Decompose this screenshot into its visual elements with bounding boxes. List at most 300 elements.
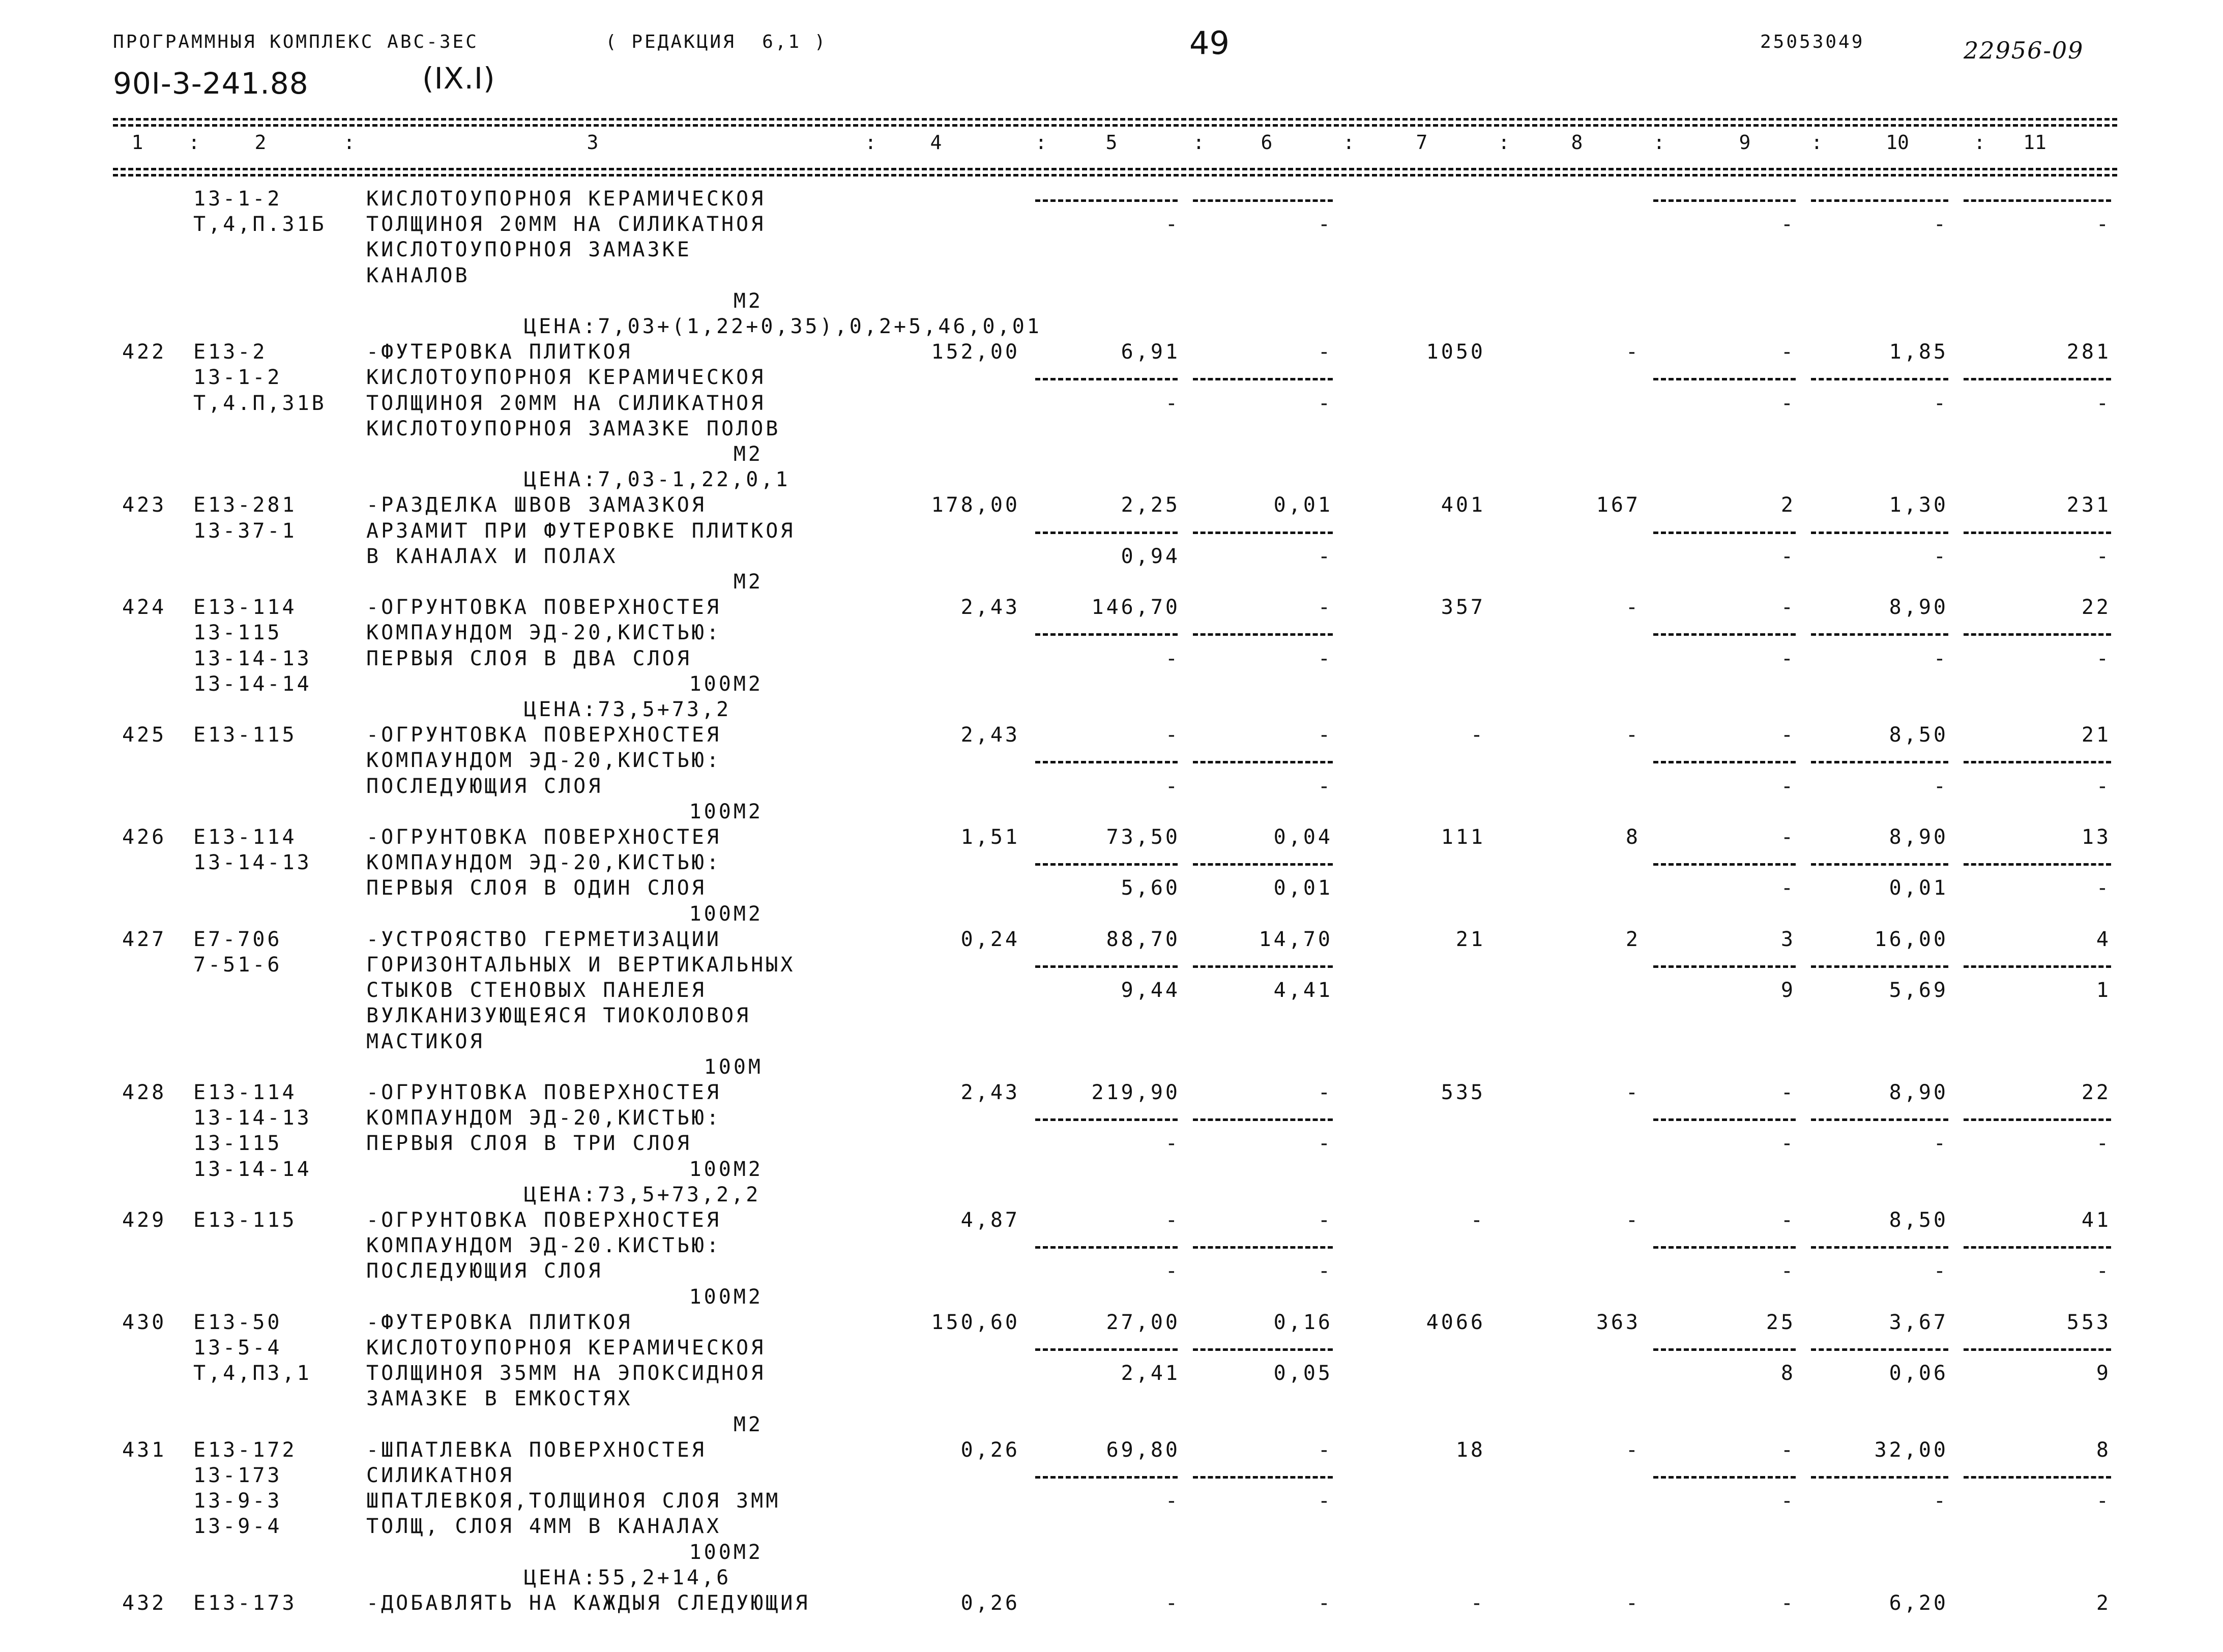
cell-c2: 13-1-2 — [193, 366, 282, 390]
cell-c6: - — [1318, 1208, 1333, 1232]
unit-label: М2 — [733, 1412, 763, 1436]
unit-label: М2 — [733, 289, 763, 313]
subtotal-dash-c6 — [1193, 378, 1333, 380]
cell-c2: 13-5-4 — [193, 1336, 282, 1360]
cell-c9: - — [1780, 213, 1796, 237]
subtotal-dash-c11 — [1964, 1118, 2111, 1121]
cell-c3: КИСЛОТОУПОРНОЯ ЗАМАЗКЕ ПОЛОВ — [366, 417, 781, 440]
cell-c5: 88,70 — [1106, 927, 1180, 951]
cell-c1: 429 — [122, 1208, 167, 1232]
cell-c4: 152,00 — [931, 340, 1020, 364]
unit-label: 100М2 — [689, 902, 763, 926]
cell-c3: -РАЗДЕЛКА ШВОВ ЗАМАЗКОЯ — [366, 493, 707, 517]
subtotal-dash-c11 — [1964, 1476, 2111, 1479]
unit-label: М2 — [733, 442, 763, 466]
subtotal-dash-c5 — [1035, 863, 1178, 866]
cell-c5: - — [1165, 391, 1180, 415]
cell-c11: 2 — [2096, 1591, 2111, 1615]
cell-c2: 13-14-13 — [193, 851, 312, 875]
cell-c6: - — [1318, 596, 1333, 620]
cell-c10: 8,90 — [1889, 596, 1948, 620]
cell-c10: - — [1933, 774, 1948, 798]
subtotal-dash-c6 — [1193, 532, 1333, 534]
cell-c6: - — [1318, 340, 1333, 364]
cell-c9: 25 — [1766, 1310, 1796, 1334]
price-formula: ЦЕНА:73,5+73,2 — [524, 698, 732, 721]
column-header-1: 1 — [131, 131, 143, 154]
subtotal-dash-c10 — [1811, 378, 1948, 380]
cell-c3: КОМПАУНДОМ ЭД-20,КИСТЬЮ: — [366, 1106, 721, 1130]
cell-c2: Т,4,П.31Б — [193, 213, 327, 237]
cell-c4: 0,26 — [960, 1591, 1020, 1615]
cell-c2: Е13-114 — [193, 1081, 297, 1104]
subtotal-dash-c6 — [1193, 633, 1333, 636]
cell-c2: 13-173 — [193, 1464, 282, 1487]
cell-c9: - — [1780, 340, 1796, 364]
cell-c3: -ОГРУНТОВКА ПОВЕРХНОСТЕЯ — [366, 723, 721, 747]
subtotal-dash-c6 — [1193, 965, 1333, 968]
cell-c2: Т,4,П3,1 — [193, 1362, 312, 1385]
handwritten-doc-number: 22956-09 — [1964, 37, 2084, 64]
subtotal-dash-c9 — [1653, 199, 1796, 202]
column-separator: : — [1343, 131, 1355, 154]
cell-c7: 357 — [1441, 596, 1485, 620]
cell-c4: 0,24 — [960, 927, 1020, 951]
cell-c3: ТОЛЩИНОЯ 20ММ НА СИЛИКАТНОЯ — [366, 213, 766, 237]
cell-c7: 21 — [1455, 927, 1485, 951]
cell-c11: 553 — [2066, 1310, 2111, 1334]
subtotal-dash-c5 — [1035, 633, 1178, 636]
cell-c3: ПЕРВЫЯ СЛОЯ В ДВА СЛОЯ — [366, 646, 692, 670]
cell-c6: - — [1318, 1489, 1333, 1513]
cell-c11: 22 — [2081, 596, 2111, 620]
cell-c9: 2 — [1780, 493, 1796, 517]
cell-c2: 13-14-14 — [193, 672, 312, 696]
subtotal-dash-c5 — [1035, 199, 1178, 202]
header-rule-bottom — [113, 168, 2117, 170]
cell-c6: 4,41 — [1273, 979, 1333, 1002]
column-header-6: 6 — [1261, 131, 1273, 154]
cell-c5: - — [1165, 1591, 1180, 1615]
column-header-4: 4 — [930, 131, 942, 154]
cell-c9: - — [1780, 1489, 1796, 1513]
cell-c3: -ОГРУНТОВКА ПОВЕРХНОСТЕЯ — [366, 1081, 721, 1104]
cell-c10: - — [1933, 646, 1948, 670]
column-separator: : — [1811, 131, 1823, 154]
cell-c8: 167 — [1596, 493, 1641, 517]
cell-c6: - — [1318, 774, 1333, 798]
header-program: ПРОГРАММНЫЯ КОМПЛЕКС АВС-ЗЕС — [113, 32, 479, 52]
cell-c4: 2,43 — [960, 1081, 1020, 1104]
subtotal-dash-c9 — [1653, 863, 1796, 866]
cell-c9: - — [1780, 391, 1796, 415]
cell-c8: - — [1625, 723, 1641, 747]
cell-c11: 231 — [2066, 493, 2111, 517]
cell-c3: ПЕРВЫЯ СЛОЯ В ОДИН СЛОЯ — [366, 876, 707, 900]
cell-c5: 2,25 — [1121, 493, 1180, 517]
cell-c10: - — [1933, 1259, 1948, 1283]
subtotal-dash-c6 — [1193, 761, 1333, 763]
cell-c11: 21 — [2081, 723, 2111, 747]
cell-c9: - — [1780, 646, 1796, 670]
cell-c10: - — [1933, 544, 1948, 568]
subtotal-dash-c9 — [1653, 1246, 1796, 1249]
cell-c3: ГОРИЗОНТАЛЬНЫХ И ВЕРТИКАЛЬНЫХ — [366, 953, 796, 977]
cell-c3: КОМПАУНДОМ ЭД-20,КИСТЬЮ: — [366, 621, 721, 645]
subtotal-dash-c10 — [1811, 761, 1948, 763]
header-edition: ( РЕДАКЦИЯ 6,1 ) — [605, 32, 828, 52]
cell-c6: 0,01 — [1273, 876, 1333, 900]
cell-c8: 363 — [1596, 1310, 1641, 1334]
cell-c3: -ШПАТЛЕВКА ПОВЕРХНОСТЕЯ — [366, 1438, 707, 1462]
cell-c1: 431 — [122, 1438, 167, 1462]
cell-c7: 401 — [1441, 493, 1485, 517]
cell-c1: 423 — [122, 493, 167, 517]
unit-label: 100М2 — [689, 1285, 763, 1309]
cell-c11: 281 — [2066, 340, 2111, 364]
subtotal-dash-c5 — [1035, 761, 1178, 763]
cell-c6: - — [1318, 1259, 1333, 1283]
cell-c5: 69,80 — [1106, 1438, 1180, 1462]
unit-label: 100М2 — [689, 800, 763, 823]
cell-c3: МАСТИКОЯ — [366, 1029, 485, 1053]
price-formula: ЦЕНА:55,2+14,6 — [524, 1566, 732, 1589]
column-separator: : — [1193, 131, 1205, 154]
subtotal-dash-c11 — [1964, 378, 2111, 380]
cell-c7: - — [1470, 723, 1485, 747]
subtotal-dash-c11 — [1964, 199, 2111, 202]
cell-c11: 1 — [2096, 979, 2111, 1002]
cell-c10: 8,90 — [1889, 1081, 1948, 1104]
cell-c9: - — [1780, 876, 1796, 900]
cell-c2: Е13-173 — [193, 1591, 297, 1615]
cell-c11: 9 — [2096, 1362, 2111, 1385]
cell-c8: - — [1625, 1208, 1641, 1232]
cell-c1: 425 — [122, 723, 167, 747]
cell-c7: 1050 — [1426, 340, 1485, 364]
price-formula: ЦЕНА:73,5+73,2,2 — [524, 1183, 761, 1206]
unit-label: 100М2 — [689, 1157, 763, 1181]
cell-c2: 13-9-3 — [193, 1489, 282, 1513]
subtotal-dash-c6 — [1193, 863, 1333, 866]
cell-c3: ПОСЛЕДУЮЩИЯ СЛОЯ — [366, 774, 603, 798]
cell-c4: 150,60 — [931, 1310, 1020, 1334]
cell-c2: Е13-2 — [193, 340, 268, 364]
cell-c4: 0,26 — [960, 1438, 1020, 1462]
subtotal-dash-c9 — [1653, 761, 1796, 763]
cell-c8: - — [1625, 1591, 1641, 1615]
cell-c6: 0,05 — [1273, 1362, 1333, 1385]
cell-c6: - — [1318, 1132, 1333, 1156]
cell-c10: - — [1933, 213, 1948, 237]
cell-c1: 428 — [122, 1081, 167, 1104]
cell-c6: - — [1318, 1591, 1333, 1615]
cell-c7: - — [1470, 1591, 1485, 1615]
subtotal-dash-c9 — [1653, 1118, 1796, 1121]
subtotal-dash-c10 — [1811, 1476, 1948, 1479]
subtotal-dash-c6 — [1193, 199, 1333, 202]
cell-c3: ЗАМАЗКЕ В ЕМКОСТЯХ — [366, 1387, 633, 1411]
cell-c9: - — [1780, 1081, 1796, 1104]
header-code: 25053049 — [1760, 32, 1865, 52]
subtotal-dash-c6 — [1193, 1246, 1333, 1249]
subtotal-dash-c10 — [1811, 965, 1948, 968]
cell-c2: 13-37-1 — [193, 519, 297, 543]
cell-c1: 427 — [122, 927, 167, 951]
subtotal-dash-c6 — [1193, 1118, 1333, 1121]
subtotal-dash-c5 — [1035, 1476, 1178, 1479]
cell-c3: В КАНАЛАХ И ПОЛАХ — [366, 544, 618, 568]
cell-c4: 2,43 — [960, 596, 1020, 620]
cell-c2: 13-9-4 — [193, 1515, 282, 1539]
cell-c10: 1,30 — [1889, 493, 1948, 517]
cell-c6: - — [1318, 646, 1333, 670]
column-separator: : — [343, 131, 355, 154]
cell-c5: - — [1165, 646, 1180, 670]
cell-c10: 3,67 — [1889, 1310, 1948, 1334]
cell-c11: - — [2096, 646, 2111, 670]
cell-c8: 8 — [1625, 825, 1641, 849]
cell-c7: - — [1470, 1208, 1485, 1232]
subtotal-dash-c11 — [1964, 1348, 2111, 1351]
subtotal-dash-c11 — [1964, 965, 2111, 968]
cell-c3: КОМПАУНДОМ ЭД-20,КИСТЬЮ: — [366, 749, 721, 773]
cell-c4: 178,00 — [931, 493, 1020, 517]
cell-c1: 432 — [122, 1591, 167, 1615]
cell-c9: - — [1780, 1591, 1796, 1615]
cell-c4: 2,43 — [960, 723, 1020, 747]
subtotal-dash-c11 — [1964, 761, 2111, 763]
cell-c5: - — [1165, 1259, 1180, 1283]
cell-c2: Е13-172 — [193, 1438, 297, 1462]
page-number: 49 — [1189, 24, 1230, 62]
subtotal-dash-c9 — [1653, 532, 1796, 534]
column-header-8: 8 — [1571, 131, 1583, 154]
cell-c9: - — [1780, 1132, 1796, 1156]
cell-c3: -ОГРУНТОВКА ПОВЕРХНОСТЕЯ — [366, 825, 721, 849]
cell-c1: 422 — [122, 340, 167, 364]
cell-c11: - — [2096, 391, 2111, 415]
cell-c5: 146,70 — [1091, 596, 1180, 620]
header-rule-top-2 — [113, 124, 2117, 127]
cell-c4: 1,51 — [960, 825, 1020, 849]
subtotal-dash-c10 — [1811, 532, 1948, 534]
cell-c3: ПЕРВЫЯ СЛОЯ В ТРИ СЛОЯ — [366, 1132, 692, 1156]
unit-label: 100М2 — [689, 1540, 763, 1564]
cell-c2: 13-115 — [193, 1132, 282, 1156]
subtotal-dash-c9 — [1653, 633, 1796, 636]
cell-c3: -ОГРУНТОВКА ПОВЕРХНОСТЕЯ — [366, 1208, 721, 1232]
cell-c5: 0,94 — [1121, 544, 1180, 568]
cell-c3: КИСЛОТОУПОРНОЯ КЕРАМИЧЕСКОЯ — [366, 187, 766, 211]
cell-c3: ВУЛКАНИЗУЮЩЕЯСЯ ТИОКОЛОВОЯ — [366, 1004, 751, 1028]
cell-c10: 16,00 — [1874, 927, 1948, 951]
cell-c6: - — [1318, 544, 1333, 568]
cell-c3: -УСТРОЯСТВО ГЕРМЕТИЗАЦИИ — [366, 927, 721, 951]
cell-c3: СТЫКОВ СТЕНОВЫХ ПАНЕЛЕЯ — [366, 979, 707, 1002]
cell-c2: 13-115 — [193, 621, 282, 645]
cell-c10: 8,90 — [1889, 825, 1948, 849]
cell-c3: КИСЛОТОУПОРНОЯ ЗАМАЗКЕ — [366, 238, 692, 262]
cell-c7: 4066 — [1426, 1310, 1485, 1334]
cell-c10: 0,01 — [1889, 876, 1948, 900]
cell-c9: - — [1780, 723, 1796, 747]
cell-c3: ТОЛЩИНОЯ 20ММ НА СИЛИКАТНОЯ — [366, 391, 766, 415]
column-header-9: 9 — [1739, 131, 1751, 154]
column-header-2: 2 — [254, 131, 267, 154]
column-header-5: 5 — [1105, 131, 1118, 154]
subtotal-dash-c5 — [1035, 532, 1178, 534]
cell-c2: 13-1-2 — [193, 187, 282, 211]
cell-c10: 0,06 — [1889, 1362, 1948, 1385]
cell-c10: - — [1933, 1132, 1948, 1156]
cell-c9: 8 — [1780, 1362, 1796, 1385]
cell-c6: - — [1318, 391, 1333, 415]
cell-c10: - — [1933, 391, 1948, 415]
cell-c11: 8 — [2096, 1438, 2111, 1462]
cell-c6: - — [1318, 1438, 1333, 1462]
cell-c10: 6,20 — [1889, 1591, 1948, 1615]
cell-c3: АРЗАМИТ ПРИ ФУТЕРОВКЕ ПЛИТКОЯ — [366, 519, 796, 543]
cell-c2: Т,4.П,31В — [193, 391, 327, 415]
cell-c7: 18 — [1455, 1438, 1485, 1462]
cell-c3: -ФУТЕРОВКА ПЛИТКОЯ — [366, 340, 633, 364]
subtotal-dash-c11 — [1964, 532, 2111, 534]
subtotal-dash-c9 — [1653, 1348, 1796, 1351]
cell-c6: 14,70 — [1259, 927, 1333, 951]
cell-c9: - — [1780, 1259, 1796, 1283]
cell-c11: - — [2096, 876, 2111, 900]
cell-c1: 424 — [122, 596, 167, 620]
cell-c11: 22 — [2081, 1081, 2111, 1104]
column-header-11: 11 — [2023, 131, 2046, 154]
cell-c11: - — [2096, 1132, 2111, 1156]
cell-c5: - — [1165, 774, 1180, 798]
subtotal-dash-c9 — [1653, 378, 1796, 380]
cell-c6: - — [1318, 723, 1333, 747]
cell-c2: Е13-114 — [193, 596, 297, 620]
cell-c9: - — [1780, 1438, 1796, 1462]
cell-c5: 2,41 — [1121, 1362, 1180, 1385]
price-formula: ЦЕНА:7,03+(1,22+0,35),0,2+5,46,0,01 — [524, 315, 1042, 338]
cell-c11: - — [2096, 1489, 2111, 1513]
cell-c11: - — [2096, 774, 2111, 798]
subtotal-dash-c10 — [1811, 1348, 1948, 1351]
cell-c2: Е13-114 — [193, 825, 297, 849]
subtotal-dash-c11 — [1964, 863, 2111, 866]
cell-c11: - — [2096, 1259, 2111, 1283]
subtotal-dash-c10 — [1811, 1246, 1948, 1249]
cell-c3: -ДОБАВЛЯТЬ НА КАЖДЫЯ СЛЕДУЮЩИЯ — [366, 1591, 810, 1615]
cell-c2: Е7-706 — [193, 927, 282, 951]
cell-c9: - — [1780, 596, 1796, 620]
cell-c9: - — [1780, 774, 1796, 798]
cell-c10: 8,50 — [1889, 723, 1948, 747]
cell-c3: ШПАТЛЕВКОЯ,ТОЛЩИНОЯ СЛОЯ 3ММ — [366, 1489, 781, 1513]
column-separator: : — [1035, 131, 1047, 154]
cell-c6: - — [1318, 213, 1333, 237]
cell-c2: 13-14-13 — [193, 1106, 312, 1130]
cell-c5: - — [1165, 1489, 1180, 1513]
cell-c8: - — [1625, 596, 1641, 620]
subtotal-dash-c11 — [1964, 1246, 2111, 1249]
cell-c6: 0,04 — [1273, 825, 1333, 849]
cell-c3: КИСЛОТОУПОРНОЯ КЕРАМИЧЕСКОЯ — [366, 366, 766, 390]
cell-c2: Е13-281 — [193, 493, 297, 517]
subtotal-dash-c6 — [1193, 1348, 1333, 1351]
cell-c5: 9,44 — [1121, 979, 1180, 1002]
header-rule-bottom-2 — [113, 174, 2117, 176]
subtotal-dash-c9 — [1653, 965, 1796, 968]
subtotal-dash-c5 — [1035, 378, 1178, 380]
unit-label: 100М2 — [689, 672, 763, 696]
cell-c3: КАНАЛОВ — [366, 263, 470, 287]
cell-c2: 13-14-13 — [193, 646, 312, 670]
subtotal-dash-c5 — [1035, 1246, 1178, 1249]
subtotal-dash-c6 — [1193, 1476, 1333, 1479]
cell-c10: 1,85 — [1889, 340, 1948, 364]
cell-c6: - — [1318, 1081, 1333, 1104]
cell-c2: Е13-50 — [193, 1310, 282, 1334]
cell-c10: 32,00 — [1874, 1438, 1948, 1462]
section-number: (IX.I) — [422, 61, 495, 96]
cell-c3: -ОГРУНТОВКА ПОВЕРХНОСТЕЯ — [366, 596, 721, 620]
cell-c5: - — [1165, 723, 1180, 747]
cell-c3: КОМПАУНДОМ ЭД-20.КИСТЬЮ: — [366, 1234, 721, 1258]
cell-c8: 2 — [1625, 927, 1641, 951]
cell-c2: 13-14-14 — [193, 1157, 312, 1181]
column-header-7: 7 — [1416, 131, 1428, 154]
cell-c5: 5,60 — [1121, 876, 1180, 900]
subtotal-dash-c5 — [1035, 1118, 1178, 1121]
cell-c10: - — [1933, 1489, 1948, 1513]
cell-c11: - — [2096, 213, 2111, 237]
subtotal-dash-c5 — [1035, 1348, 1178, 1351]
cell-c10: 8,50 — [1889, 1208, 1948, 1232]
cell-c9: - — [1780, 825, 1796, 849]
column-header-3: 3 — [587, 131, 599, 154]
subtotal-dash-c10 — [1811, 863, 1948, 866]
column-separator: : — [188, 131, 200, 154]
cell-c2: Е13-115 — [193, 1208, 297, 1232]
cell-c11: - — [2096, 544, 2111, 568]
cell-c2: 7-51-6 — [193, 953, 282, 977]
cell-c3: ТОЛЩ, СЛОЯ 4ММ В КАНАЛАХ — [366, 1515, 721, 1539]
cell-c3: ТОЛЩИНОЯ 35ММ НА ЭПОКСИДНОЯ — [366, 1362, 766, 1385]
cell-c10: 5,69 — [1889, 979, 1948, 1002]
unit-label: М2 — [733, 570, 763, 594]
column-header-10: 10 — [1886, 131, 1909, 154]
column-separator: : — [865, 131, 876, 154]
cell-c6: 0,01 — [1273, 493, 1333, 517]
subtotal-dash-c5 — [1035, 965, 1178, 968]
cell-c5: 73,50 — [1106, 825, 1180, 849]
cell-c3: ПОСЛЕДУЮЩИЯ СЛОЯ — [366, 1259, 603, 1283]
cell-c5: 6,91 — [1121, 340, 1180, 364]
cell-c1: 430 — [122, 1310, 167, 1334]
cell-c4: 4,87 — [960, 1208, 1020, 1232]
cell-c5: - — [1165, 213, 1180, 237]
subtotal-dash-c10 — [1811, 199, 1948, 202]
cell-c3: КОМПАУНДОМ ЭД-20,КИСТЬЮ: — [366, 851, 721, 875]
cell-c5: - — [1165, 1208, 1180, 1232]
cell-c1: 426 — [122, 825, 167, 849]
cell-c5: 27,00 — [1106, 1310, 1180, 1334]
column-separator: : — [1974, 131, 1985, 154]
cell-c8: - — [1625, 1081, 1641, 1104]
subtotal-dash-c10 — [1811, 633, 1948, 636]
cell-c9: - — [1780, 544, 1796, 568]
